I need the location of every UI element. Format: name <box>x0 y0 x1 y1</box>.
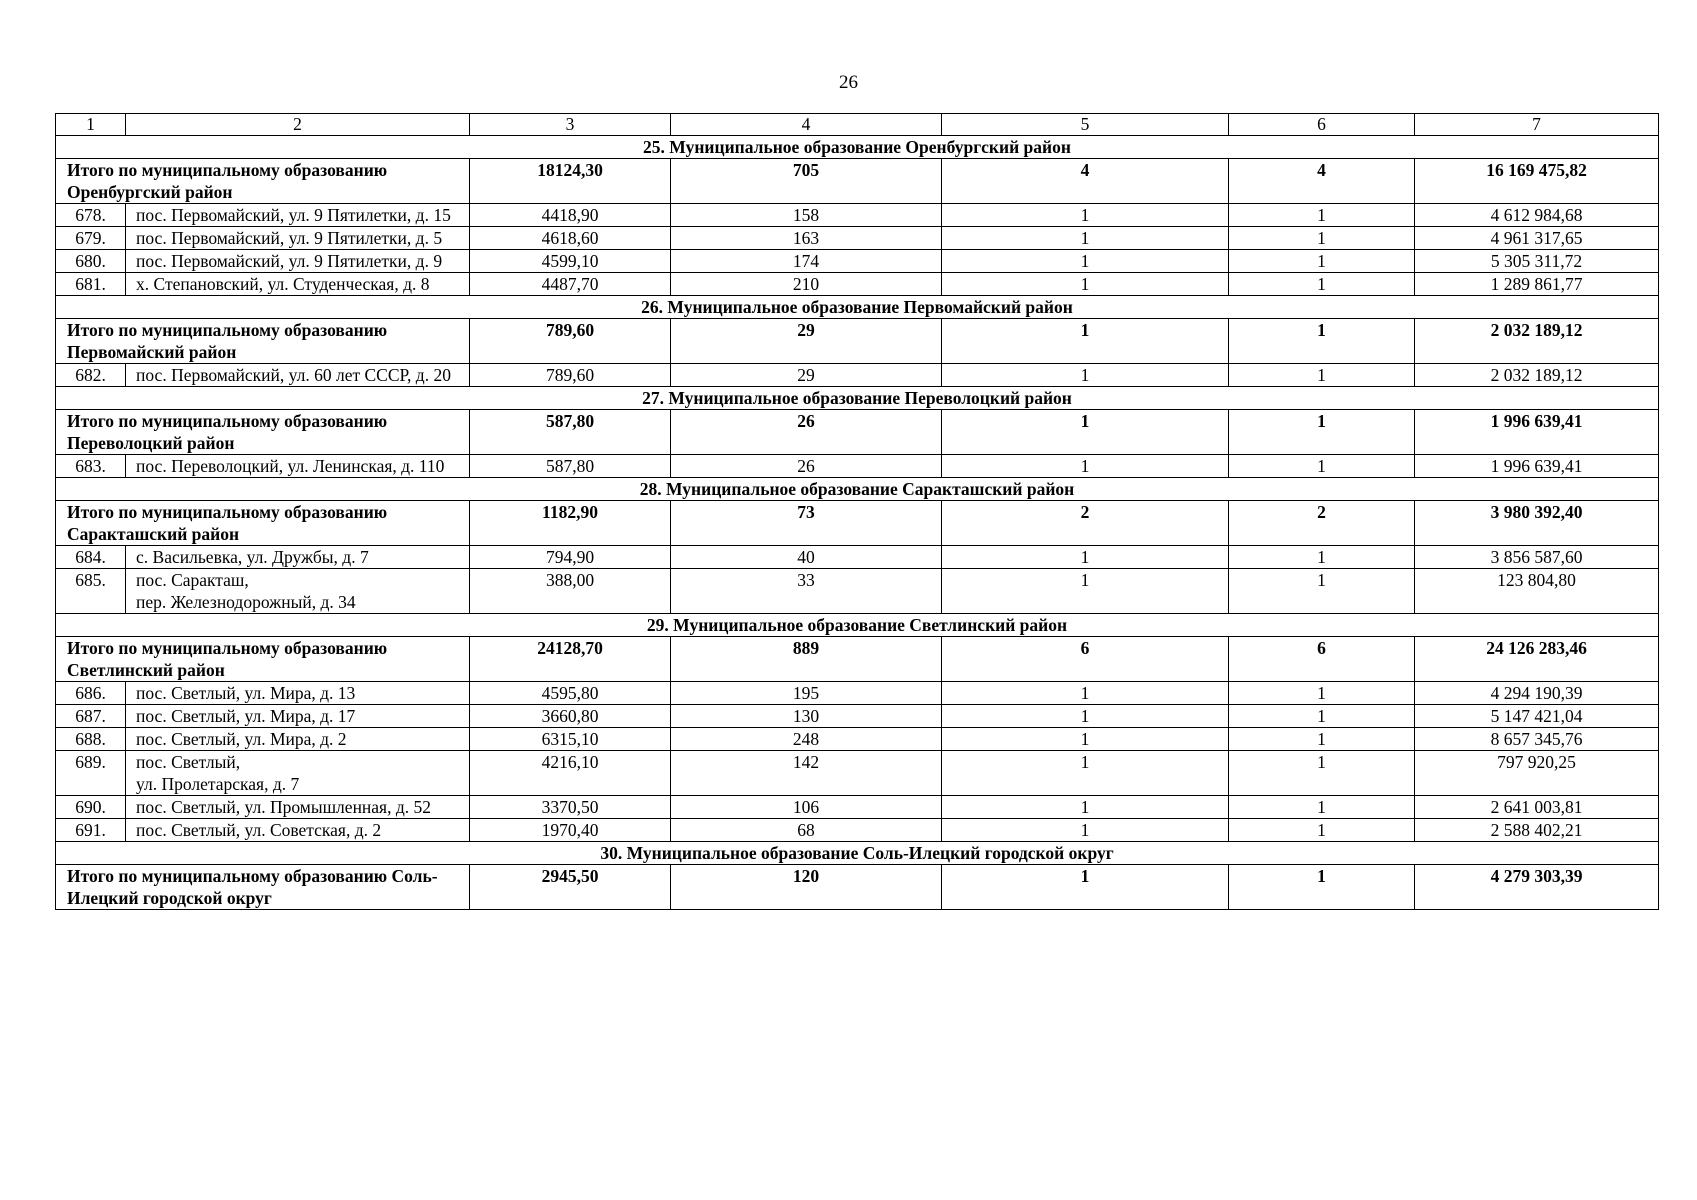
total-label: Итого по муниципальному образованию Саракташский район <box>56 501 470 546</box>
value-c5: 1 <box>942 227 1229 250</box>
column-number: 5 <box>942 114 1229 136</box>
value-c4: 158 <box>671 204 942 227</box>
total-value-c4: 705 <box>671 159 942 204</box>
total-value-c5: 1 <box>942 410 1229 455</box>
address-cell: пос. Переволоцкий, ул. Ленинская, д. 110 <box>126 455 470 478</box>
address-cell: пос. Первомайский, ул. 9 Пятилетки, д. 9 <box>126 250 470 273</box>
value-c3: 3660,80 <box>470 705 671 728</box>
total-value-c5: 1 <box>942 865 1229 910</box>
value-c7: 2 032 189,12 <box>1415 364 1659 387</box>
total-value-c6: 4 <box>1229 159 1415 204</box>
value-c6: 1 <box>1229 682 1415 705</box>
section-row <box>56 387 1659 410</box>
value-c6: 1 <box>1229 796 1415 819</box>
value-c6: 1 <box>1229 819 1415 842</box>
section-title: 28. Муниципальное образование Саракташский район <box>56 478 1659 501</box>
value-c6: 1 <box>1229 569 1415 614</box>
column-number: 6 <box>1229 114 1415 136</box>
address-cell: пос. Светлый, ул. Мира, д. 2 <box>126 728 470 751</box>
page-number: 26 <box>839 72 858 93</box>
value-c7: 4 961 317,65 <box>1415 227 1659 250</box>
column-number: 1 <box>56 114 126 136</box>
total-value-c3: 18124,30 <box>470 159 671 204</box>
row-number: 687. <box>56 705 126 728</box>
value-c3: 4216,10 <box>470 751 671 796</box>
total-label: Итого по муниципальному образованию Соль-Илецкий городской округ <box>56 865 470 910</box>
value-c5: 1 <box>942 751 1229 796</box>
column-number: 3 <box>470 114 671 136</box>
total-value-c3: 1182,90 <box>470 501 671 546</box>
total-value-c4: 26 <box>671 410 942 455</box>
total-value-c3: 2945,50 <box>470 865 671 910</box>
address-cell: пос. Светлый, ул. Промышленная, д. 52 <box>126 796 470 819</box>
total-row <box>56 159 1659 204</box>
total-value-c6: 6 <box>1229 637 1415 682</box>
row-number: 686. <box>56 682 126 705</box>
address-cell: пос. Первомайский, ул. 60 лет СССР, д. 20 <box>126 364 470 387</box>
table-row <box>56 682 1659 705</box>
table-row <box>56 705 1659 728</box>
total-value-c5: 2 <box>942 501 1229 546</box>
section-row <box>56 842 1659 865</box>
address-cell: х. Степановский, ул. Студенческая, д. 8 <box>126 273 470 296</box>
value-c7: 2 641 003,81 <box>1415 796 1659 819</box>
value-c7: 797 920,25 <box>1415 751 1659 796</box>
address-cell: с. Васильевка, ул. Дружбы, д. 7 <box>126 546 470 569</box>
value-c3: 4599,10 <box>470 250 671 273</box>
row-number: 681. <box>56 273 126 296</box>
total-value-c7: 4 279 303,39 <box>1415 865 1659 910</box>
table-row <box>56 364 1659 387</box>
section-title: 30. Муниципальное образование Соль-Илецкий городской округ <box>56 842 1659 865</box>
section-title: 27. Муниципальное образование Переволоцкий район <box>56 387 1659 410</box>
value-c4: 106 <box>671 796 942 819</box>
value-c7: 5 147 421,04 <box>1415 705 1659 728</box>
address-cell: пос. Саракташ, пер. Железнодорожный, д. 34 <box>126 569 470 614</box>
value-c7: 123 804,80 <box>1415 569 1659 614</box>
address-cell: пос. Светлый, ул. Мира, д. 17 <box>126 705 470 728</box>
value-c3: 4487,70 <box>470 273 671 296</box>
value-c6: 1 <box>1229 364 1415 387</box>
total-value-c7: 24 126 283,46 <box>1415 637 1659 682</box>
total-value-c7: 2 032 189,12 <box>1415 319 1659 364</box>
value-c4: 174 <box>671 250 942 273</box>
value-c4: 248 <box>671 728 942 751</box>
value-c5: 1 <box>942 250 1229 273</box>
total-value-c5: 4 <box>942 159 1229 204</box>
row-number: 689. <box>56 751 126 796</box>
value-c7: 2 588 402,21 <box>1415 819 1659 842</box>
value-c6: 1 <box>1229 204 1415 227</box>
total-label: Итого по муниципальному образованию Первомайский район <box>56 319 470 364</box>
table-row <box>56 796 1659 819</box>
total-value-c4: 889 <box>671 637 942 682</box>
column-number-row <box>56 114 1659 136</box>
table-row <box>56 728 1659 751</box>
value-c4: 195 <box>671 682 942 705</box>
section-row <box>56 478 1659 501</box>
value-c5: 1 <box>942 204 1229 227</box>
row-number: 683. <box>56 455 126 478</box>
value-c3: 6315,10 <box>470 728 671 751</box>
row-number: 682. <box>56 364 126 387</box>
column-number: 7 <box>1415 114 1659 136</box>
total-value-c5: 6 <box>942 637 1229 682</box>
value-c3: 789,60 <box>470 364 671 387</box>
table-row <box>56 204 1659 227</box>
total-value-c6: 1 <box>1229 410 1415 455</box>
table-row <box>56 273 1659 296</box>
total-value-c4: 29 <box>671 319 942 364</box>
row-number: 679. <box>56 227 126 250</box>
value-c3: 794,90 <box>470 546 671 569</box>
address-cell: пос. Первомайский, ул. 9 Пятилетки, д. 15 <box>126 204 470 227</box>
value-c4: 68 <box>671 819 942 842</box>
total-value-c4: 73 <box>671 501 942 546</box>
total-label: Итого по муниципальному образованию Светлинский район <box>56 637 470 682</box>
row-number: 680. <box>56 250 126 273</box>
table-row <box>56 546 1659 569</box>
value-c5: 1 <box>942 546 1229 569</box>
value-c4: 163 <box>671 227 942 250</box>
row-number: 678. <box>56 204 126 227</box>
section-row <box>56 296 1659 319</box>
value-c5: 1 <box>942 273 1229 296</box>
value-c3: 4418,90 <box>470 204 671 227</box>
value-c7: 1 289 861,77 <box>1415 273 1659 296</box>
row-number: 684. <box>56 546 126 569</box>
value-c4: 26 <box>671 455 942 478</box>
total-value-c4: 120 <box>671 865 942 910</box>
total-value-c6: 1 <box>1229 865 1415 910</box>
value-c4: 142 <box>671 751 942 796</box>
value-c6: 1 <box>1229 250 1415 273</box>
table-row <box>56 819 1659 842</box>
value-c7: 4 612 984,68 <box>1415 204 1659 227</box>
value-c6: 1 <box>1229 751 1415 796</box>
value-c5: 1 <box>942 796 1229 819</box>
total-row <box>56 410 1659 455</box>
total-row <box>56 637 1659 682</box>
table-row <box>56 227 1659 250</box>
total-value-c7: 16 169 475,82 <box>1415 159 1659 204</box>
value-c3: 1970,40 <box>470 819 671 842</box>
total-value-c6: 1 <box>1229 319 1415 364</box>
value-c6: 1 <box>1229 455 1415 478</box>
table-row <box>56 250 1659 273</box>
row-number: 690. <box>56 796 126 819</box>
total-row <box>56 501 1659 546</box>
value-c5: 1 <box>942 364 1229 387</box>
total-value-c7: 1 996 639,41 <box>1415 410 1659 455</box>
address-cell: пос. Светлый, ул. Мира, д. 13 <box>126 682 470 705</box>
value-c5: 1 <box>942 728 1229 751</box>
value-c6: 1 <box>1229 728 1415 751</box>
section-title: 29. Муниципальное образование Светлинский район <box>56 614 1659 637</box>
value-c7: 5 305 311,72 <box>1415 250 1659 273</box>
value-c6: 1 <box>1229 546 1415 569</box>
value-c3: 587,80 <box>470 455 671 478</box>
column-number: 4 <box>671 114 942 136</box>
value-c5: 1 <box>942 819 1229 842</box>
value-c4: 29 <box>671 364 942 387</box>
total-row <box>56 865 1659 910</box>
table-body <box>56 114 1659 910</box>
total-label: Итого по муниципальному образованию Оренбургский район <box>56 159 470 204</box>
total-row <box>56 319 1659 364</box>
value-c3: 4618,60 <box>470 227 671 250</box>
value-c3: 388,00 <box>470 569 671 614</box>
total-value-c5: 1 <box>942 319 1229 364</box>
value-c7: 1 996 639,41 <box>1415 455 1659 478</box>
row-number: 685. <box>56 569 126 614</box>
table-row <box>56 455 1659 478</box>
total-value-c3: 587,80 <box>470 410 671 455</box>
total-label: Итого по муниципальному образованию Переволоцкий район <box>56 410 470 455</box>
section-title: 26. Муниципальное образование Первомайский район <box>56 296 1659 319</box>
value-c4: 130 <box>671 705 942 728</box>
value-c6: 1 <box>1229 227 1415 250</box>
section-title: 25. Муниципальное образование Оренбургский район <box>56 136 1659 159</box>
address-cell: пос. Первомайский, ул. 9 Пятилетки, д. 5 <box>126 227 470 250</box>
value-c6: 1 <box>1229 273 1415 296</box>
value-c4: 33 <box>671 569 942 614</box>
value-c4: 210 <box>671 273 942 296</box>
value-c5: 1 <box>942 682 1229 705</box>
total-value-c3: 24128,70 <box>470 637 671 682</box>
row-number: 688. <box>56 728 126 751</box>
value-c6: 1 <box>1229 705 1415 728</box>
section-row <box>56 136 1659 159</box>
section-row <box>56 614 1659 637</box>
column-number: 2 <box>126 114 470 136</box>
value-c7: 8 657 345,76 <box>1415 728 1659 751</box>
table-row <box>56 569 1659 614</box>
value-c5: 1 <box>942 705 1229 728</box>
value-c5: 1 <box>942 569 1229 614</box>
total-value-c3: 789,60 <box>470 319 671 364</box>
row-number: 691. <box>56 819 126 842</box>
total-value-c6: 2 <box>1229 501 1415 546</box>
total-value-c7: 3 980 392,40 <box>1415 501 1659 546</box>
address-cell: пос. Светлый, ул. Советская, д. 2 <box>126 819 470 842</box>
value-c4: 40 <box>671 546 942 569</box>
objects-table <box>55 113 1659 910</box>
value-c7: 4 294 190,39 <box>1415 682 1659 705</box>
address-cell: пос. Светлый, ул. Пролетарская, д. 7 <box>126 751 470 796</box>
value-c7: 3 856 587,60 <box>1415 546 1659 569</box>
table-row <box>56 751 1659 796</box>
value-c3: 3370,50 <box>470 796 671 819</box>
value-c5: 1 <box>942 455 1229 478</box>
value-c3: 4595,80 <box>470 682 671 705</box>
